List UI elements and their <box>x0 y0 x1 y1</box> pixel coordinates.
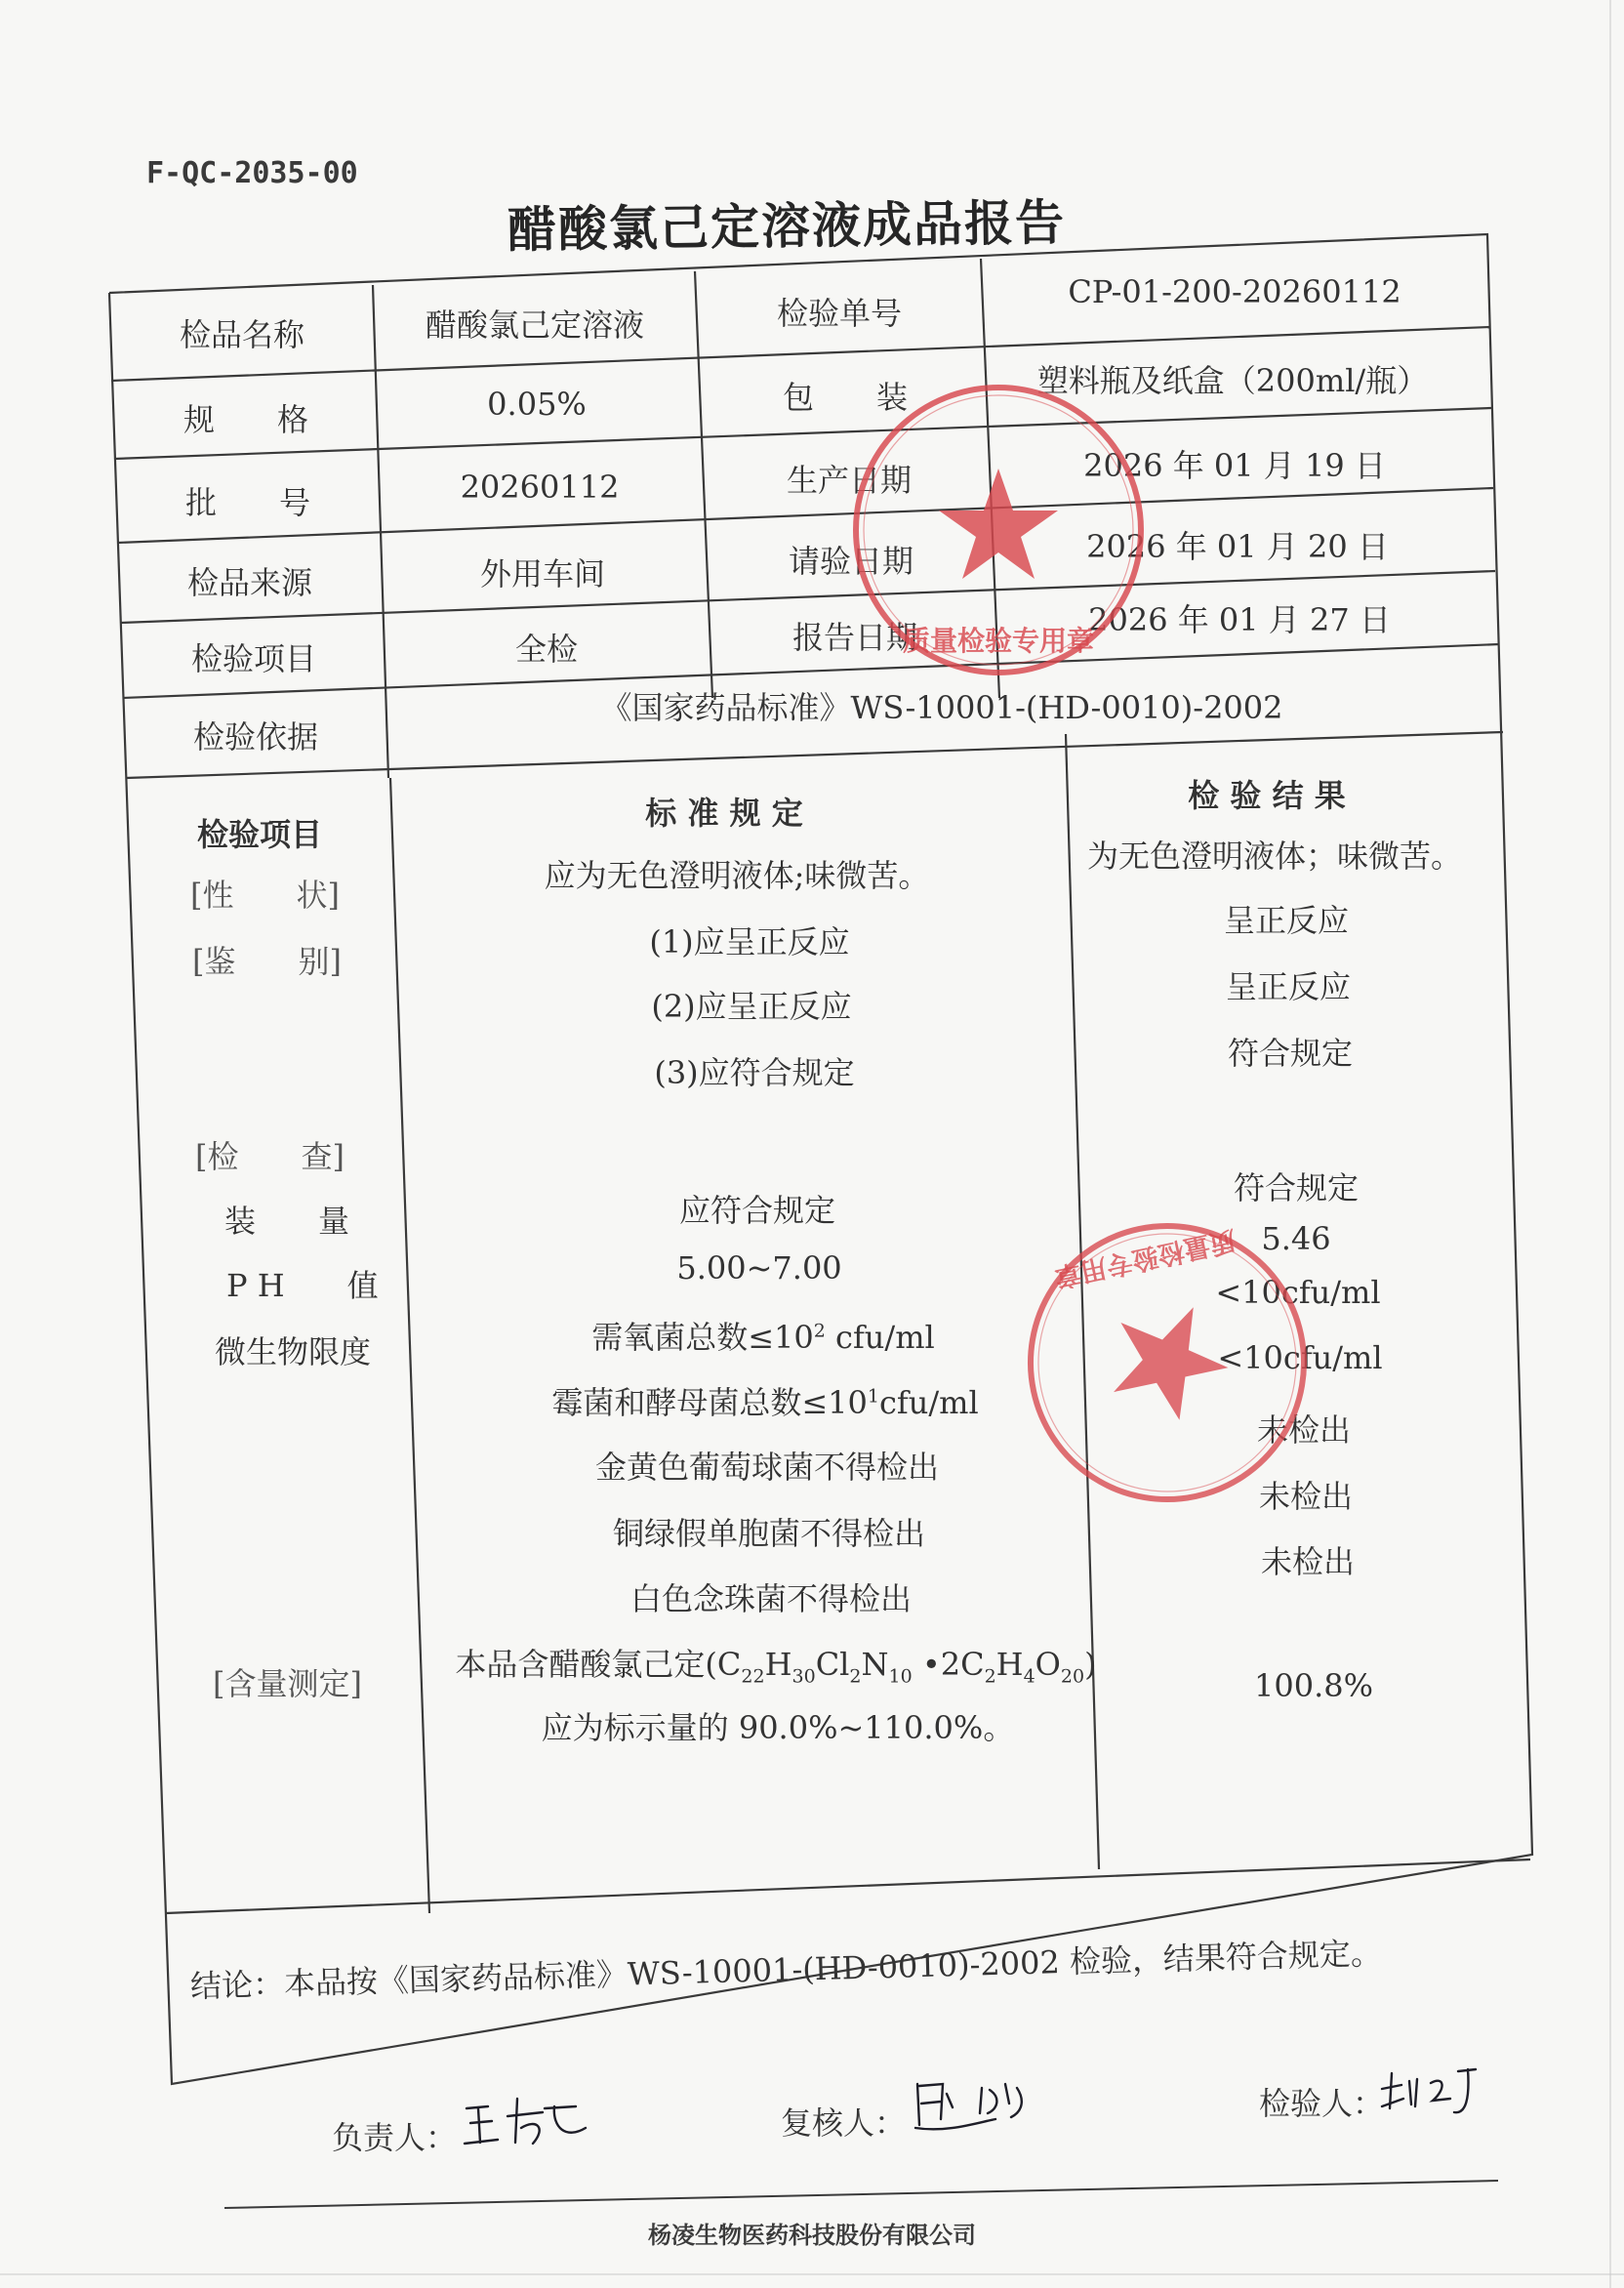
row-label: 检品来源 <box>186 564 313 601</box>
row-value: 全检 <box>514 631 579 668</box>
responsible-signature <box>459 2089 605 2157</box>
item-identification: [鉴 别] <box>192 943 342 980</box>
page-title: 醋酸氯己定溶液成品报告 <box>507 193 1067 259</box>
mold-prefix: 霉菌和酵母菌总数≤10 <box>551 1384 868 1421</box>
column-header-standard: 标 准 规 定 <box>645 795 803 832</box>
assay-h: 30 <box>792 1665 816 1688</box>
result-id1: 呈正反应 <box>1223 902 1350 939</box>
inspector-label: 检验人： <box>1259 2085 1385 2122</box>
reviewer-signature <box>908 2074 1044 2143</box>
assay-cl-label: Cl <box>815 1646 850 1683</box>
result-id2: 呈正反应 <box>1225 968 1352 1005</box>
result-fill: 符合规定 <box>1233 1169 1360 1206</box>
conclusion-text: 结论：本品按《国家药品标准》WS-10001-(HD-0010)-2002 检验，结果符合规定。 <box>189 1934 1383 2005</box>
column-header-result: 检 验 结 果 <box>1188 777 1346 814</box>
row-label: 检验单号 <box>776 295 903 332</box>
assay-o-label: O <box>1035 1646 1061 1683</box>
column-header-item: 检验项目 <box>196 816 323 853</box>
row-label: 包 装 <box>782 379 909 416</box>
standard-id1: (1)应呈正反应 <box>649 923 850 960</box>
standard-fill: 应符合规定 <box>678 1192 836 1229</box>
assay-h2: 4 <box>1023 1665 1035 1688</box>
row-value: 20260112 <box>460 469 620 506</box>
row-value: 2026 年 01 月 20 日 <box>1086 528 1389 565</box>
row-value: 醋酸氯己定溶液 <box>425 306 645 344</box>
assay-cl: 2 <box>849 1665 862 1688</box>
standard-aerobic <box>591 1313 935 1358</box>
item-assay: [含量测定] <box>213 1665 362 1702</box>
assay-close: ) <box>1084 1646 1097 1683</box>
inspector-signature <box>1376 2060 1483 2128</box>
standard-appearance: 应为无色澄明液体;味微苦。 <box>544 857 930 894</box>
assay-prefix: 本品含醋酸氯己定(C <box>455 1646 742 1683</box>
result-pseudo: 未检出 <box>1258 1478 1354 1515</box>
mold-exponent: 1 <box>867 1385 879 1408</box>
assay-mid: •2C <box>912 1646 985 1683</box>
row-value: 2026 年 01 月 19 日 <box>1083 447 1386 484</box>
assay-c2: 2 <box>984 1665 996 1688</box>
standard-staph: 金黄色葡萄球菌不得检出 <box>594 1449 940 1486</box>
standard-assay-range: 应为标示量的 90.0%~110.0%。 <box>541 1709 1015 1746</box>
assay-n: 10 <box>888 1665 913 1688</box>
row-label: 生产日期 <box>786 462 913 499</box>
standard-assay-formula <box>455 1640 1096 1687</box>
standard-ph: 5.00~7.00 <box>676 1249 842 1287</box>
assay-zero: 0 <box>1073 1665 1085 1688</box>
result-aerobic: <10cfu/ml <box>1215 1274 1381 1311</box>
aerobic-unit: cfu/ml <box>825 1319 935 1356</box>
standard-id2: (2)应呈正反应 <box>651 988 852 1025</box>
result-ph: 5.46 <box>1261 1220 1331 1257</box>
aerobic-exponent: 2 <box>813 1320 826 1342</box>
result-staph: 未检出 <box>1256 1411 1352 1449</box>
standard-pseudo: 铜绿假单胞菌不得检出 <box>612 1515 926 1552</box>
row-value: 塑料瓶及纸盒（200ml/瓶） <box>1036 362 1429 399</box>
mold-unit: cfu/ml <box>878 1384 979 1421</box>
standard-mold <box>551 1378 978 1423</box>
row-label: 报告日期 <box>792 619 918 656</box>
row-line <box>166 1859 1530 1913</box>
row-value: CP-01-200-20260112 <box>1068 273 1401 310</box>
row-label: 检品名称 <box>179 316 305 353</box>
row-label: 批 号 <box>184 484 311 521</box>
result-candida: 未检出 <box>1260 1543 1356 1580</box>
assay-h2-label: H <box>995 1646 1024 1683</box>
official-seal-lower <box>1023 1218 1312 1507</box>
assay-c: 22 <box>741 1665 765 1688</box>
row-value: 2026 年 01 月 27 日 <box>1088 601 1391 638</box>
basis-label: 检验依据 <box>192 718 319 756</box>
assay-h-label: H <box>764 1646 792 1683</box>
item-microbial: 微生物限度 <box>215 1333 372 1370</box>
form-code: F-QC-2035-00 <box>146 156 358 190</box>
aerobic-prefix: 需氧菌总数≤10 <box>591 1319 814 1356</box>
item-inspection: [检 查] <box>195 1138 345 1175</box>
seal-upper-text: 质量检验专用章 <box>902 625 1095 657</box>
official-seal-upper <box>847 379 1150 681</box>
row-value: 0.05% <box>487 386 587 423</box>
responsible-label: 负责人： <box>332 2119 458 2156</box>
seal-lower-text: 质量检验专用章 <box>1051 1224 1238 1292</box>
row-label: 检验项目 <box>190 640 317 677</box>
row-label: 请验日期 <box>788 543 914 580</box>
row-value: 外用车间 <box>479 555 606 592</box>
col-line <box>695 271 712 698</box>
assay-n-label: N <box>861 1646 889 1683</box>
result-id3: 符合规定 <box>1227 1035 1354 1072</box>
result-appearance: 为无色澄明液体；味微苦。 <box>1086 838 1463 875</box>
item-appearance: [性 状] <box>190 877 340 914</box>
result-assay: 100.8% <box>1253 1667 1374 1704</box>
assay-o: 2 <box>1060 1665 1073 1688</box>
basis-value: 《国家药品标准》WS-10001-(HD-0010)-2002 <box>600 689 1283 726</box>
standard-id3: (3)应符合规定 <box>654 1054 855 1091</box>
item-ph: P H 值 <box>226 1267 379 1304</box>
footer-company: 杨凌生物医药科技股份有限公司 <box>648 2222 976 2249</box>
standard-candida: 白色念珠菌不得检出 <box>629 1580 913 1617</box>
result-mold: <10cfu/ml <box>1217 1339 1383 1376</box>
item-fill-volume: 装 量 <box>224 1203 350 1240</box>
reviewer-label: 复核人： <box>781 2104 907 2142</box>
row-label: 规 格 <box>183 401 309 438</box>
col-line <box>390 778 429 1913</box>
